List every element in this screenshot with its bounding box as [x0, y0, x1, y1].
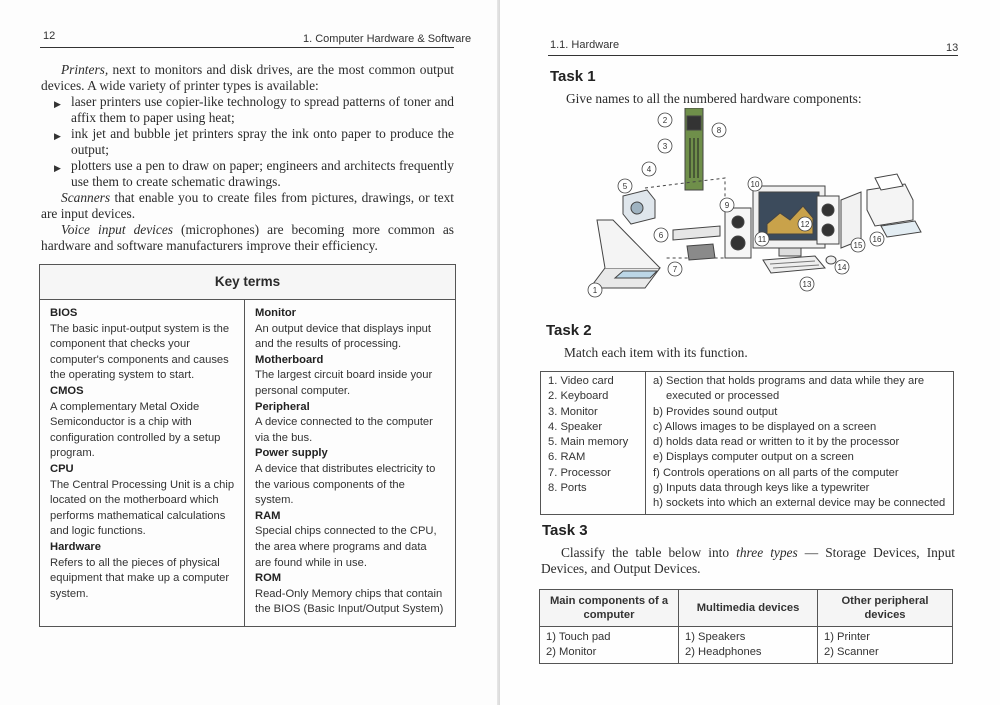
classify-table: [539, 589, 953, 664]
def-monitor: An output device that displays input and the results of processing.: [255, 322, 432, 351]
hardware-illustration: [575, 108, 925, 303]
header-peripheral: Other peripheral devices: [818, 590, 953, 627]
callout-2: 2: [662, 116, 668, 125]
running-head-left: 1. Computer Hardware & Software: [303, 33, 472, 45]
term-monitor: Monitor: [255, 307, 297, 319]
item-ram: 6. RAM: [548, 451, 586, 464]
cell-headphones: 2) Headphones: [685, 646, 762, 658]
task3-title: Task 3: [542, 522, 588, 539]
def-rom: Read-Only Memory chips that contain the BIOS (Basic Input/Output System): [255, 587, 444, 616]
function-a: a) Section that holds programs and data while they are executed or processed: [653, 375, 925, 403]
col-multimedia: [679, 627, 818, 664]
task1-title: Task 1: [550, 68, 596, 85]
match-functions-cell: [646, 372, 954, 515]
callout-9: 9: [724, 201, 730, 210]
task2-instruction: Match each item with its function.: [564, 345, 748, 360]
def-cmos: A complementary Metal Oxide Semiconductor is a chip with configuration controlled by a setup program.: [50, 400, 221, 460]
def-ram: Special chips connected to the CPU, the area where programs and data are found while in use.: [255, 525, 437, 569]
body-text-left: [41, 62, 454, 254]
def-hardware: Refers to all the pieces of physical equipment that make up a computer system.: [50, 556, 230, 600]
term-ram: RAM: [255, 509, 281, 522]
callout-6: 6: [658, 231, 664, 240]
item-processor: 7. Processor: [548, 466, 611, 479]
callout-7: 7: [672, 265, 678, 274]
item-video-card: 1. Video card: [548, 375, 614, 387]
callout-15: 15: [853, 241, 863, 250]
callout-11: 11: [757, 235, 767, 244]
function-e: e) Displays computer output on a screen: [653, 451, 854, 464]
term-rom: ROM: [255, 572, 282, 585]
term-cpu: CPU: [50, 462, 74, 475]
cell-speakers: 1) Speakers: [685, 631, 746, 643]
callout-8: 8: [716, 126, 722, 135]
bullet-laser: ▶ laser printers use copier-like technology to spread patterns of toner and affix them to paper using heat;: [54, 94, 454, 125]
callout-12: 12: [800, 220, 810, 229]
callout-4: 4: [646, 165, 652, 174]
callout-10: 10: [750, 180, 760, 189]
match-table: [540, 371, 954, 515]
function-g: g) Inputs data through keys like a typewriter: [653, 482, 870, 495]
term-power-supply: Power supply: [255, 447, 328, 460]
bullet-arrow-icon: ▶: [54, 99, 61, 109]
task2-title: Task 2: [546, 322, 592, 339]
term-peripheral: Peripheral: [255, 400, 310, 413]
scanners-paragraph: Scanners that enable you to create files from pictures, drawings, or text are input devices.: [41, 190, 454, 221]
key-terms-box: [39, 264, 456, 627]
def-peripheral: A device connected to the computer via the bus.: [255, 416, 433, 444]
callout-13: 13: [802, 280, 812, 289]
key-terms-right-column: [255, 300, 445, 626]
item-main-memory: 5. Main memory: [548, 436, 629, 449]
page-number-left: 12: [43, 30, 56, 42]
callout-16: 16: [872, 235, 882, 244]
def-bios: The basic input-output system is the component that checks your computer's components and causes the operating system to start.: [50, 322, 230, 382]
def-motherboard: The largest circuit board inside your personal computer.: [255, 369, 433, 397]
header-multimedia: Multimedia devices: [679, 590, 818, 627]
voice-paragraph: Voice input devices (microphones) are becoming more common as hardware and software manufacturers improve their efficiency.: [41, 222, 454, 253]
col-main-components: [540, 627, 679, 664]
header-rule-right: [548, 55, 958, 56]
key-terms-left-column: [50, 300, 236, 626]
bullet-plotters: ▶ plotters use a pen to draw on paper; engineers and architects frequently use them to create schematic drawings.: [54, 158, 454, 189]
def-power-supply: A device that distributes electricity to the various components of the system.: [255, 462, 436, 507]
term-motherboard: Motherboard: [255, 353, 324, 366]
item-speaker: 4. Speaker: [548, 420, 603, 433]
def-cpu: The Central Processing Unit is a chip located on the motherboard which performs mathematical calculations and logic functions.: [50, 478, 235, 538]
cell-printer: 1) Printer: [824, 631, 871, 643]
key-terms-title: Key terms: [40, 265, 455, 300]
running-head-right: 1.1. Hardware: [550, 39, 620, 51]
cell-touch-pad: 1) Touch pad: [546, 631, 611, 643]
bullet-inkjet: ▶ ink jet and bubble jet printers spray the ink onto paper to produce the output;: [54, 126, 454, 157]
callout-14: 14: [837, 263, 847, 272]
cell-monitor: 2) Monitor: [546, 646, 597, 658]
printers-term: Printers,: [61, 62, 109, 77]
header-main-components: Main components of a computer: [540, 590, 679, 627]
item-monitor: 3. Monitor: [548, 405, 598, 418]
task1-instruction: Give names to all the numbered hardware components:: [566, 91, 862, 106]
function-c: c) Allows images to be displayed on a screen: [653, 420, 877, 433]
task3-instruction: Classify the table below into three types — Storage Devices, Input Devices, and Output Devices.: [541, 545, 955, 576]
function-h: h) sockets into which an external device may be connected: [653, 497, 946, 510]
header-rule-left: [40, 47, 454, 48]
bullet-arrow-icon: ▶: [54, 131, 61, 141]
col-peripheral: [818, 627, 953, 664]
item-keyboard: 2. Keyboard: [548, 390, 609, 403]
term-hardware: Hardware: [50, 540, 101, 553]
callout-5: 5: [622, 182, 628, 191]
page-number-right: 13: [946, 42, 959, 54]
term-bios: BIOS: [50, 307, 78, 319]
key-terms-divider: [244, 300, 245, 626]
cell-scanner: 2) Scanner: [824, 646, 879, 658]
bullet-arrow-icon: ▶: [54, 163, 61, 173]
callout-3: 3: [662, 142, 668, 151]
function-d: d) holds data read or written to it by the processor: [653, 436, 900, 449]
callout-1: 1: [592, 286, 598, 295]
item-ports: 8. Ports: [548, 482, 587, 495]
match-items-cell: [541, 372, 646, 515]
term-cmos: CMOS: [50, 384, 84, 397]
printers-paragraph: Printers, next to monitors and disk drives, are the most common output devices. A wide variety of printer types is available:: [41, 62, 454, 93]
function-b: b) Provides sound output: [653, 405, 778, 418]
function-f: f) Controls operations on all parts of the computer: [653, 466, 899, 479]
